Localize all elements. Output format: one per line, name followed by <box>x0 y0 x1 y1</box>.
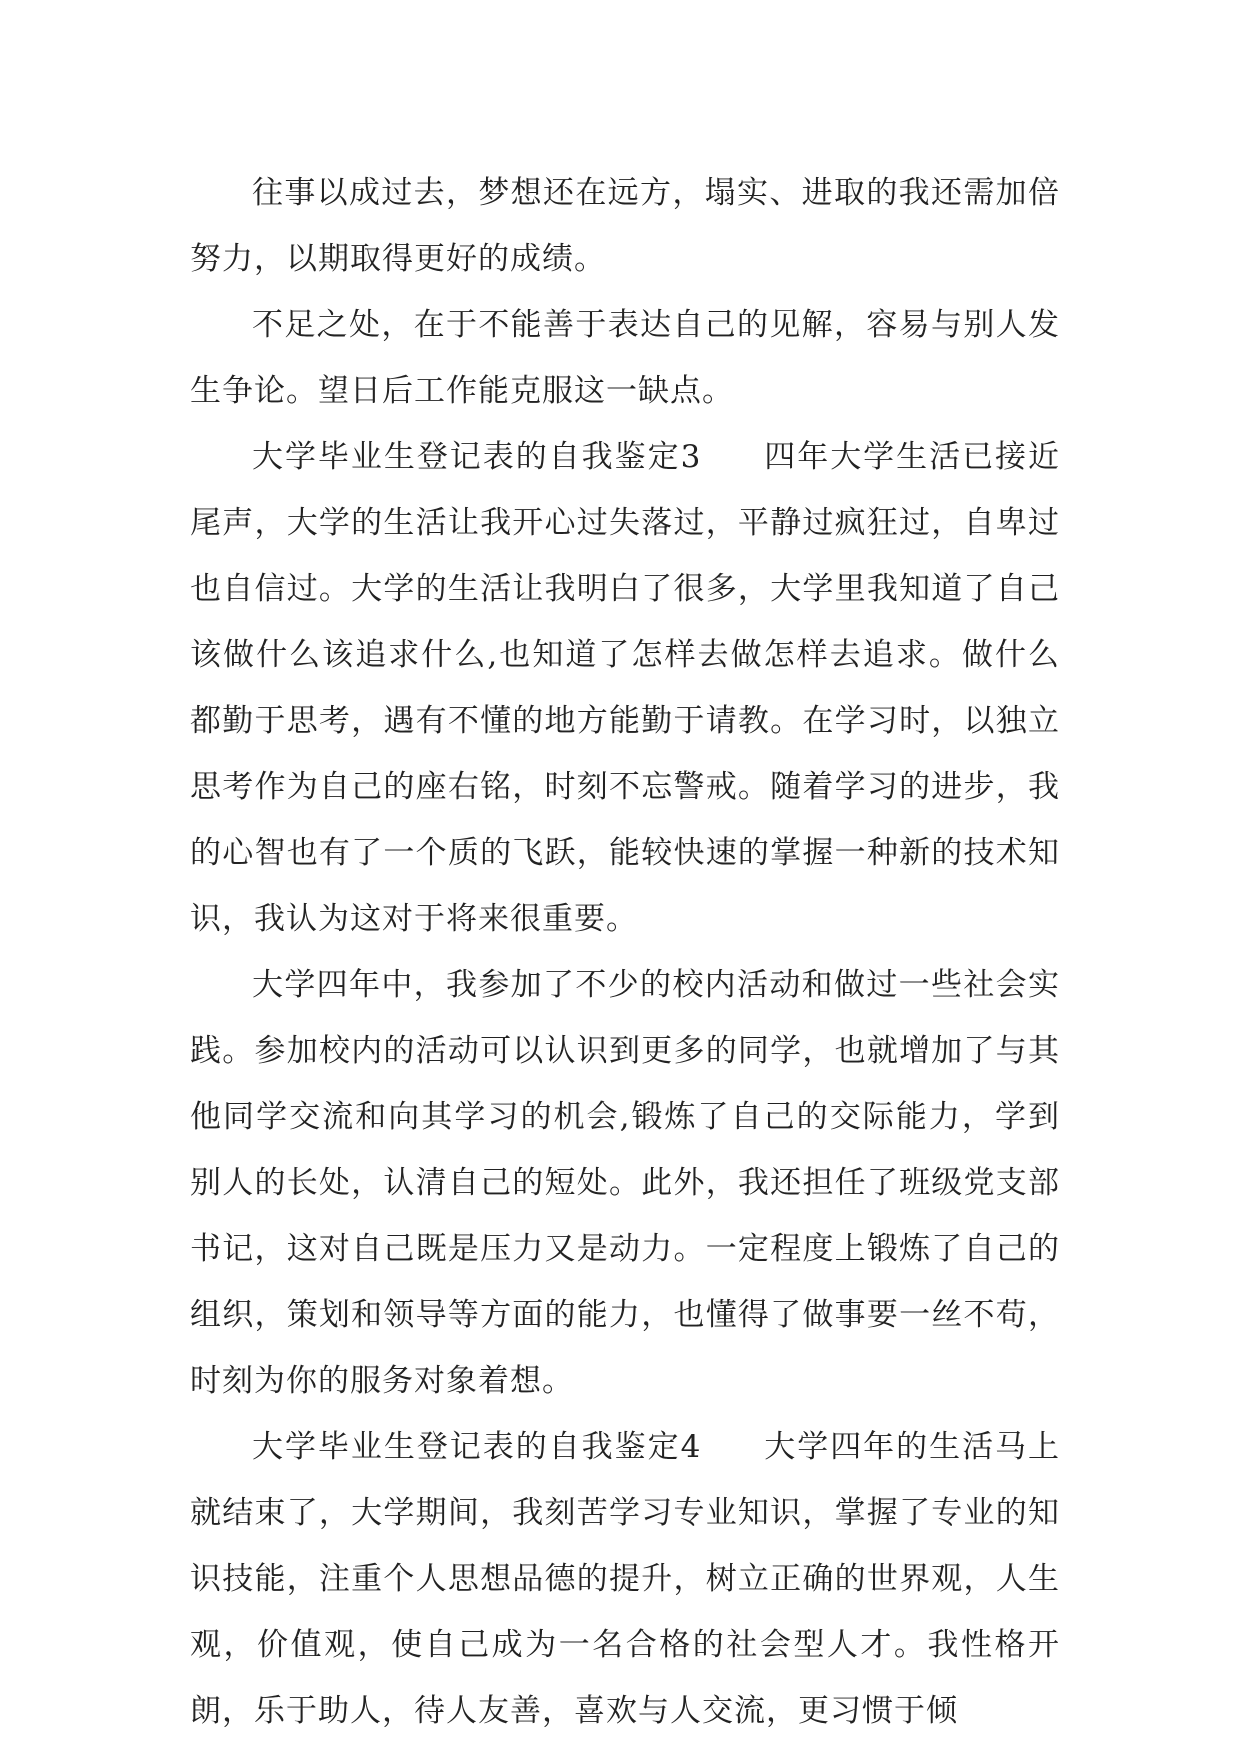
document-body <box>190 160 1060 1744</box>
paragraph-2-text: 不足之处，在于不能善于表达自己的见解，容易与别人发生争论。望日后工作能克服这一缺点。 <box>190 307 1060 409</box>
paragraph-4-text: 大学四年中，我参加了不少的校内活动和做过一些社会实践。参加校内的活动可以认识到更多的同学，也就增加了与其他同学交流和向其学习的机会,锻炼了自己的交际能力，学到别人的长处，认清自己的短处。此外，我还担任了班级党支部书记，这对自己既是压力又是动力。一定程度上锻炼了自己的组织，策划和领导等方面的能力，也懂得了做事要一丝不苟，时刻为你的服务对象着想。 <box>190 967 1060 1399</box>
paragraph-3 <box>190 424 1060 952</box>
paragraph-5-text: 大学四年的生活马上就结束了，大学期间，我刻苦学习专业知识，掌握了专业的知识技能，注重个人思想品德的提升，树立正确的世界观，人生观，价值观，使自己成为一名合格的社会型人才。我性格开朗，乐于助人，待人友善，喜欢与人交流，更习惯于倾 <box>190 1429 1060 1729</box>
paragraph-1-text: 往事以成过去，梦想还在远方，塌实、进取的我还需加倍努力，以期取得更好的成绩。 <box>190 175 1060 277</box>
section-heading-3: 大学毕业生登记表的自我鉴定3 <box>252 439 702 475</box>
paragraph-5 <box>190 1414 1060 1744</box>
paragraph-4 <box>190 952 1060 1414</box>
paragraph-3-text: 四年大学生活已接近尾声，大学的生活让我开心过失落过，平静过疯狂过，自卑过也自信过。大学的生活让我明白了很多，大学里我知道了自己该做什么该追求什么,也知道了怎样去做怎样去追求。做什么都勤于思考，遇有不懂的地方能勤于请教。在学习时，以独立思考作为自己的座右铭，时刻不忘警戒。随着学习的进步，我的心智也有了一个质的飞跃，能较快速的掌握一种新的技术知识，我认为这对于将来很重要。 <box>190 439 1060 937</box>
paragraph-2 <box>190 292 1060 424</box>
paragraph-1 <box>190 160 1060 292</box>
section-heading-4: 大学毕业生登记表的自我鉴定4 <box>252 1429 702 1465</box>
